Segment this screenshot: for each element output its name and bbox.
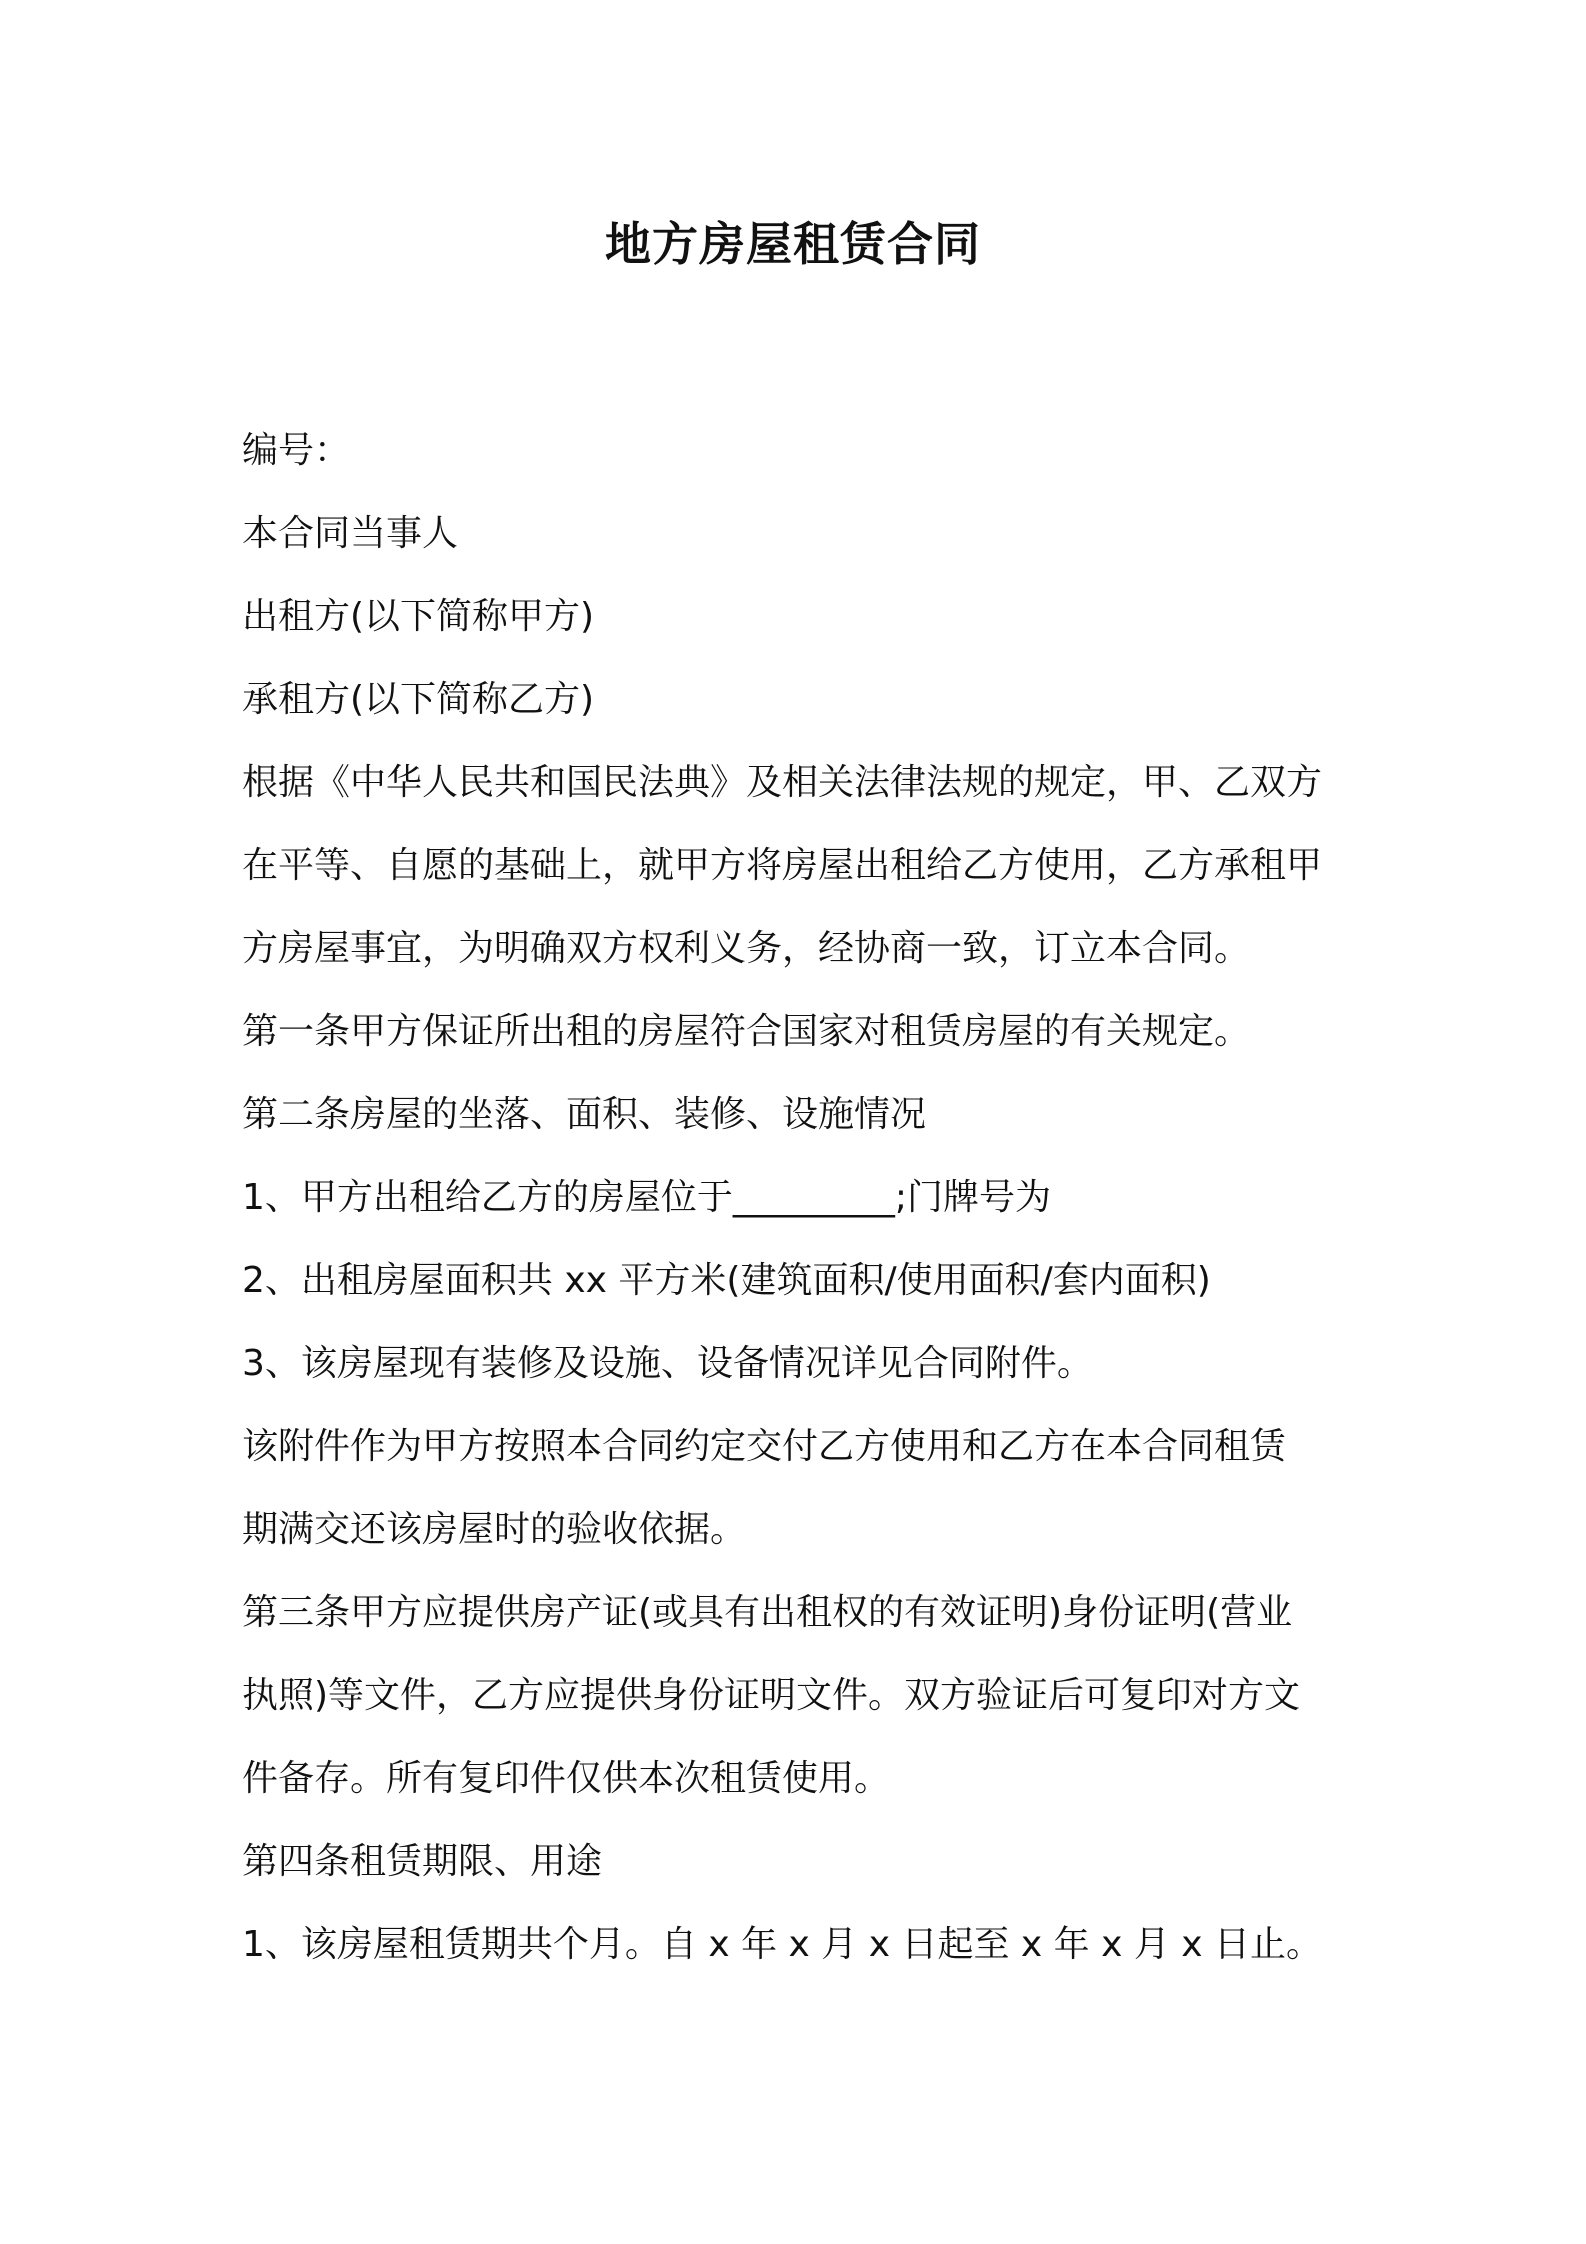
article-2-item-2: 2、出租房屋面积共 xx 平方米(建筑面积/使用面积/套内面积)	[242, 1260, 1211, 1301]
lessor-line: 出租方(以下简称甲方)	[242, 596, 595, 637]
article-3-line-3: 件备存。所有复印件仅供本次租赁使用。	[242, 1758, 891, 1799]
article-3-line-2: 执照)等文件，乙方应提供身份证明文件。双方验证后可复印对方文	[242, 1675, 1301, 1716]
preamble-line-3: 方房屋事宜，为明确双方权利义务，经协商一致，订立本合同。	[242, 928, 1251, 969]
parties-heading: 本合同当事人	[242, 513, 459, 554]
attachment-note-line-1: 该附件作为甲方按照本合同约定交付乙方使用和乙方在本合同租赁	[242, 1426, 1287, 1467]
article-3-line-1: 第三条甲方应提供房产证(或具有出租权的有效证明)身份证明(营业	[242, 1592, 1293, 1633]
article-2-item-1: 1、甲方出租给乙方的房屋位于_________;门牌号为	[242, 1177, 1052, 1218]
article-2-heading: 第二条房屋的坐落、面积、装修、设施情况	[242, 1094, 927, 1135]
preamble-line-2: 在平等、自愿的基础上，就甲方将房屋出租给乙方使用，乙方承租甲	[242, 845, 1323, 886]
lessee-line: 承租方(以下简称乙方)	[242, 679, 595, 720]
document-body	[242, 409, 1362, 1986]
attachment-note-line-2: 期满交还该房屋时的验收依据。	[242, 1509, 747, 1550]
article-1: 第一条甲方保证所出租的房屋符合国家对租赁房屋的有关规定。	[242, 1011, 1251, 1052]
preamble-line-1: 根据《中华人民共和国民法典》及相关法律法规的规定，甲、乙双方	[242, 762, 1323, 803]
contract-number-line: 编号：	[242, 430, 351, 471]
document-title: 地方房屋租赁合同	[605, 217, 981, 271]
article-4-heading: 第四条租赁期限、用途	[242, 1841, 603, 1882]
article-2-item-3: 3、该房屋现有装修及设施、设备情况详见合同附件。	[242, 1343, 1093, 1384]
article-4-item-1: 1、该房屋租赁期共个月。自 x 年 x 月 x 日起至 x 年 x 月 x 日止。	[242, 1924, 1323, 1965]
